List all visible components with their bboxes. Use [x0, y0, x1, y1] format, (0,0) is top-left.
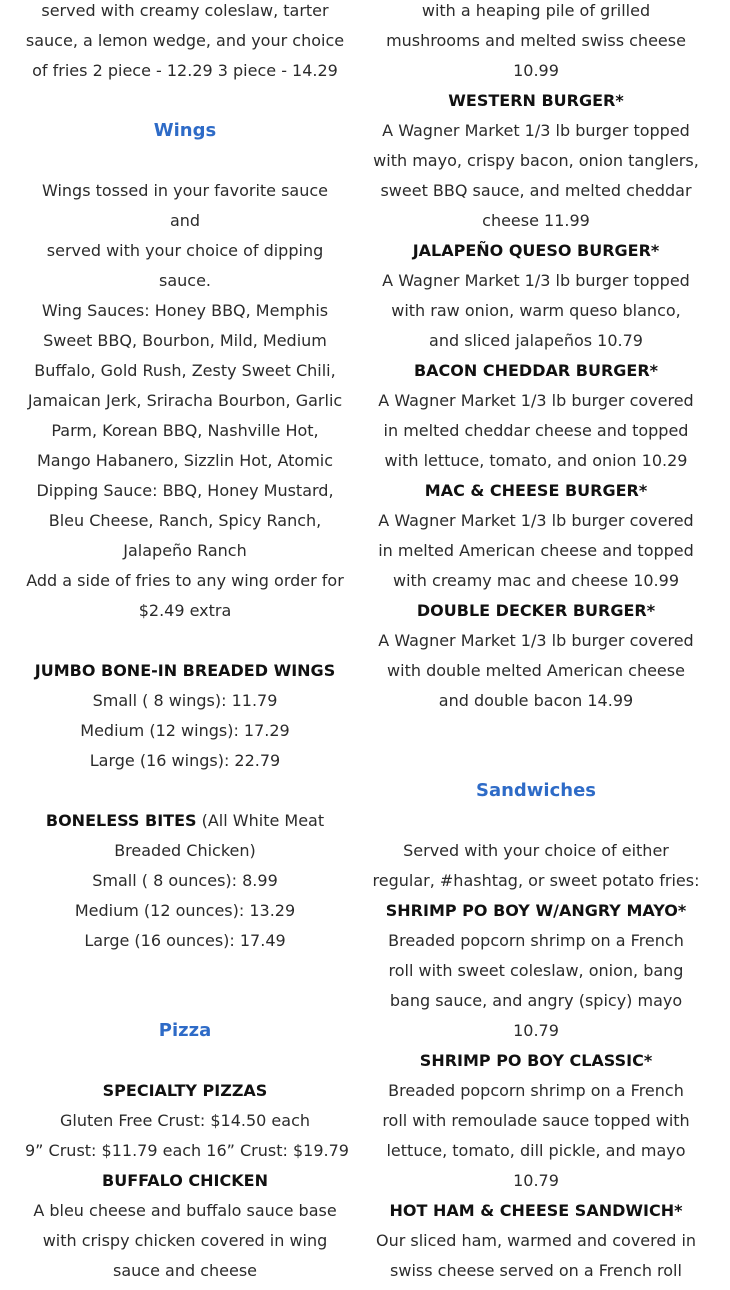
- gluten-free-price: Gluten Free Crust: $14.50 each: [60, 1111, 310, 1130]
- wings-intro-line: sauce.: [158, 271, 211, 290]
- jumbo-size: Medium (12 wings): 17.29: [80, 721, 290, 740]
- sandwiches-intro-line: regular, #hashtag, or sweet potato fries:: [372, 871, 700, 890]
- sandwich-desc-line: roll with remoulade sauce topped with: [382, 1111, 690, 1130]
- mushroom-desc-line: 10.99: [513, 61, 559, 80]
- sandwich-desc-line: Breaded popcorn shrimp on a French: [388, 1081, 684, 1100]
- jumbo-size: Small ( 8 wings): 11.79: [92, 691, 278, 710]
- boneless-size: Medium (12 ounces): 13.29: [74, 901, 296, 920]
- sandwich-desc-line: Our sliced ham, warmed and covered in: [375, 1231, 697, 1250]
- burger-desc-line: with creamy mac and cheese 10.99: [393, 571, 679, 590]
- wings-intro-line: served with your choice of dipping: [46, 241, 324, 260]
- burger-desc-line: in melted cheddar cheese and topped: [383, 421, 689, 440]
- fries-addon-line: Add a side of fries to any wing order for: [26, 571, 344, 590]
- burger-desc-line: A Wagner Market 1/3 lb burger topped: [382, 121, 690, 140]
- buffalo-chicken-title: BUFFALO CHICKEN: [102, 1171, 268, 1190]
- burger-title: WESTERN BURGER*: [448, 91, 624, 110]
- sandwich-desc-line: 10.79: [513, 1171, 559, 1190]
- wing-sauce-line: Sweet BBQ, Bourbon, Mild, Medium: [43, 331, 327, 350]
- sandwich-desc-line: roll with sweet coleslaw, onion, bang: [388, 961, 684, 980]
- left-menu-column: [25, 0, 349, 1286]
- burger-title: BACON CHEDDAR BURGER*: [413, 361, 659, 380]
- wing-sauce-line: Mango Habanero, Sizzlin Hot, Atomic: [36, 451, 334, 470]
- right-menu-column: [372, 0, 700, 1286]
- boneless-title: BONELESS BITES: [45, 811, 197, 830]
- sandwiches-intro-line: Served with your choice of either: [403, 841, 669, 860]
- buffalo-desc-line: A bleu cheese and buffalo sauce base: [33, 1201, 337, 1220]
- sandwich-desc-line: 10.79: [513, 1021, 559, 1040]
- boneless-size: Large (16 ounces): 17.49: [84, 931, 286, 950]
- sandwich-title: SHRIMP PO BOY W/ANGRY MAYO*: [385, 901, 687, 920]
- sandwiches-heading: Sandwiches: [475, 780, 596, 801]
- mushroom-desc-line: mushrooms and melted swiss cheese: [386, 31, 686, 50]
- jumbo-size: Large (16 wings): 22.79: [89, 751, 281, 770]
- burger-title: MAC & CHEESE BURGER*: [424, 481, 648, 500]
- dipping-sauce-line: Jalapeño Ranch: [123, 541, 247, 560]
- boneless-title-line: [25, 806, 345, 836]
- wings-intro-line: Wings tossed in your favorite sauce and: [41, 181, 329, 230]
- burger-desc-line: with mayo, crispy bacon, onion tanglers,: [373, 151, 699, 170]
- burger-desc-line: A Wagner Market 1/3 lb burger topped: [382, 271, 690, 290]
- burger-desc-line: sweet BBQ sauce, and melted cheddar: [380, 181, 692, 200]
- boneless-note: Breaded Chicken): [114, 841, 256, 860]
- fries-addon-line: $2.49 extra: [138, 601, 232, 620]
- crust-prices: 9” Crust: $11.79 each 16” Crust: $19.79: [25, 1141, 349, 1160]
- burger-desc-line: A Wagner Market 1/3 lb burger covered: [378, 631, 694, 650]
- wing-sauce-line: Wing Sauces: Honey BBQ, Memphis: [41, 301, 329, 320]
- jumbo-wings-title: JUMBO BONE-IN BREADED WINGS: [34, 661, 336, 680]
- burger-desc-line: cheese 11.99: [482, 211, 590, 230]
- wing-sauce-line: Parm, Korean BBQ, Nashville Hot,: [51, 421, 319, 440]
- dipping-sauce-line: Bleu Cheese, Ranch, Spicy Ranch,: [48, 511, 322, 530]
- mushroom-desc-line: with a heaping pile of grilled: [421, 1, 651, 20]
- wings-heading: Wings: [153, 120, 217, 141]
- burger-desc-line: with double melted American cheese: [387, 661, 685, 680]
- sandwich-title: HOT HAM & CHEESE SANDWICH*: [389, 1201, 683, 1220]
- fish-desc-line: served with creamy coleslaw, tarter: [41, 1, 329, 20]
- buffalo-desc-line: with crispy chicken covered in wing: [42, 1231, 328, 1250]
- burger-desc-line: with lettuce, tomato, and onion 10.29: [384, 451, 688, 470]
- wing-sauce-line: Jamaican Jerk, Sriracha Bourbon, Garlic: [27, 391, 343, 410]
- sandwich-desc-line: lettuce, tomato, dill pickle, and mayo: [386, 1141, 686, 1160]
- wing-sauce-line: Buffalo, Gold Rush, Zesty Sweet Chili,: [34, 361, 336, 380]
- burger-desc-line: with raw onion, warm queso blanco,: [391, 301, 681, 320]
- fish-desc-line: of fries 2 piece - 12.29 3 piece - 14.29: [32, 61, 338, 80]
- burger-desc-line: in melted American cheese and topped: [378, 541, 694, 560]
- pizza-heading: Pizza: [158, 1020, 212, 1041]
- specialty-pizzas-title: SPECIALTY PIZZAS: [102, 1081, 268, 1100]
- burger-desc-line: A Wagner Market 1/3 lb burger covered: [378, 391, 694, 410]
- dipping-sauce-line: Dipping Sauce: BBQ, Honey Mustard,: [36, 481, 334, 500]
- sandwich-desc-line: swiss cheese served on a French roll: [390, 1261, 682, 1280]
- sandwich-desc-line: Breaded popcorn shrimp on a French: [388, 931, 684, 950]
- burger-desc-line: A Wagner Market 1/3 lb burger covered: [378, 511, 694, 530]
- burger-title: DOUBLE DECKER BURGER*: [416, 601, 656, 620]
- boneless-note: (All White Meat: [196, 811, 325, 830]
- sandwich-desc-line: bang sauce, and angry (spicy) mayo: [389, 991, 683, 1010]
- burger-title: JALAPEÑO QUESO BURGER*: [412, 241, 660, 260]
- sandwich-title: SHRIMP PO BOY CLASSIC*: [419, 1051, 653, 1070]
- boneless-size: Small ( 8 ounces): 8.99: [92, 871, 278, 890]
- burger-desc-line: and double bacon 14.99: [438, 691, 634, 710]
- burger-desc-line: and sliced jalapeños 10.79: [429, 331, 643, 350]
- buffalo-desc-line: sauce and cheese: [113, 1261, 257, 1280]
- fish-desc-line: sauce, a lemon wedge, and your choice: [25, 31, 345, 50]
